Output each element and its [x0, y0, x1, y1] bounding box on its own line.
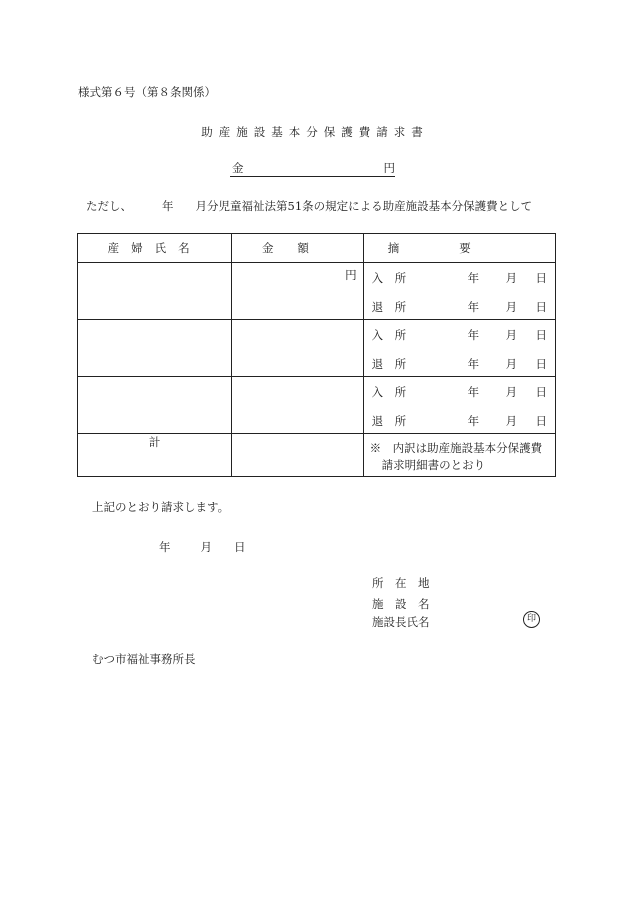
total-row	[78, 434, 556, 477]
year-label: 年	[467, 271, 480, 285]
amount-cell[interactable]	[232, 320, 363, 377]
discharge-date-line[interactable]	[372, 356, 549, 370]
form-number: 様式第６号（第８条関係）	[78, 85, 216, 99]
claim-table	[77, 233, 556, 477]
year-label: 年	[467, 357, 480, 371]
discharge-label: 退 所	[371, 300, 407, 314]
year-label: 年	[467, 328, 480, 342]
amount-suffix: 円	[383, 161, 395, 175]
remarks-cell	[363, 263, 555, 320]
header-remarks: 摘要	[363, 234, 555, 263]
director-name-label: 施設長氏名	[372, 615, 430, 629]
admission-date-line[interactable]	[372, 327, 549, 341]
table-row	[78, 320, 556, 377]
day-label: 日	[535, 300, 547, 314]
year-label: 年	[467, 414, 480, 428]
document-title: 助産施設基本分保護費請求書	[201, 125, 429, 139]
provision-lead: ただし、	[86, 199, 132, 213]
location-label: 所 在 地	[372, 576, 430, 590]
month-label: 月	[505, 328, 518, 342]
amount-prefix: 金	[232, 161, 244, 175]
total-amount-cell[interactable]	[232, 434, 363, 477]
seal-mark: 印	[523, 611, 540, 628]
amount-cell[interactable]	[232, 263, 363, 320]
admission-label: 入 所	[371, 385, 407, 399]
admission-label: 入 所	[371, 271, 407, 285]
month-label: 月	[505, 300, 518, 314]
day-label: 日	[535, 271, 547, 285]
date-line[interactable]	[159, 539, 246, 555]
month-label: 月	[505, 414, 518, 428]
month-label: 月	[505, 357, 518, 371]
date-day-label: 日	[234, 540, 246, 554]
admission-date-line[interactable]	[372, 384, 549, 398]
name-cell[interactable]	[78, 263, 232, 320]
discharge-date-line[interactable]	[372, 413, 549, 427]
table-row	[78, 377, 556, 434]
table-header-row	[78, 234, 556, 263]
day-label: 日	[535, 357, 547, 371]
remarks-cell	[363, 377, 555, 434]
month-label: 月	[505, 385, 518, 399]
yen-unit: 円	[345, 268, 357, 282]
name-cell[interactable]	[78, 320, 232, 377]
provision-year-label: 年	[162, 199, 174, 213]
provision-statement	[86, 198, 532, 214]
header-name: 産婦氏名	[78, 234, 232, 263]
admission-label: 入 所	[371, 328, 407, 342]
note-line-2: 請求明細書のとおり	[381, 458, 486, 472]
discharge-label: 退 所	[371, 414, 407, 428]
name-cell[interactable]	[78, 377, 232, 434]
provision-text: 月分児童福祉法第51条の規定による助産施設基本分保護費として	[195, 199, 533, 213]
day-label: 日	[535, 414, 547, 428]
day-label: 日	[535, 328, 547, 342]
date-month-label: 月	[200, 540, 212, 554]
table-row	[78, 263, 556, 320]
month-label: 月	[505, 271, 518, 285]
admission-date-line[interactable]	[372, 270, 549, 284]
amount-field[interactable]	[230, 160, 395, 177]
total-label: 計	[78, 434, 232, 477]
discharge-label: 退 所	[371, 357, 407, 371]
amount-cell[interactable]	[232, 377, 363, 434]
year-label: 年	[467, 385, 480, 399]
date-year-label: 年	[159, 540, 171, 554]
closing-statement: 上記のとおり請求します。	[92, 500, 230, 514]
discharge-date-line[interactable]	[372, 299, 549, 313]
facility-name-label: 施 設 名	[372, 597, 430, 611]
recipient: むつ市福祉事務所長	[92, 652, 196, 666]
year-label: 年	[467, 300, 480, 314]
header-amount: 金額	[232, 234, 363, 263]
remarks-cell	[363, 320, 555, 377]
note-line-1: ※ 内訳は助産施設基本分保護費	[369, 441, 543, 455]
day-label: 日	[535, 385, 547, 399]
total-note-cell	[363, 434, 555, 477]
